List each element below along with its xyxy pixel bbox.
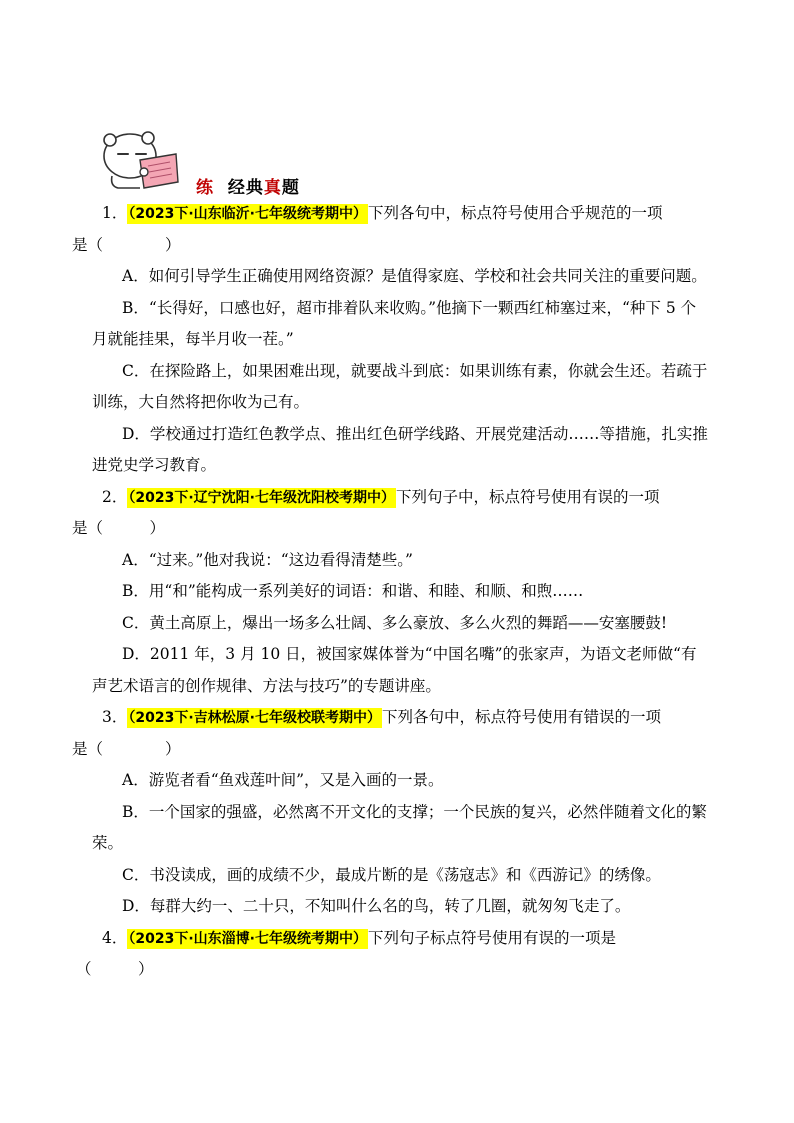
question-number: 4． bbox=[102, 928, 128, 947]
reading-bear-icon bbox=[100, 128, 180, 192]
option-a: A．“过来。”他对我说：“这边看得清楚些。” bbox=[122, 550, 413, 569]
answer-blank: 是（ ） bbox=[72, 739, 181, 758]
option-b: B．“长得好，口感也好，超市排着队来收购。”他摘下一颗西红柿塞过来，“种下 5 个 bbox=[122, 298, 697, 317]
question-list bbox=[72, 198, 722, 986]
option-a: A．如何引导学生正确使用网络资源？是值得家庭、学校和社会共同关注的重要问题。 bbox=[122, 267, 707, 285]
option-a: A．游览者看“鱼戏莲叶间”，又是入画的一景。 bbox=[122, 771, 444, 789]
question-number: 1． bbox=[102, 204, 128, 222]
answer-blank: 是（ ） bbox=[72, 235, 181, 254]
question-2 bbox=[72, 482, 722, 703]
question-3 bbox=[72, 702, 722, 923]
option-d: D．学校通过打造红色教学点、推出红色研学线路、开展党建活动……等措施，扎实推 bbox=[122, 424, 708, 443]
option-b-cont: 月就能挂果，每半月收一茬。” bbox=[92, 330, 294, 348]
option-c: C．书没读成，画的成绩不少，最成片断的是《荡寇志》和《西游记》的绣像。 bbox=[122, 865, 661, 884]
section-title: 练 经典真题 bbox=[196, 178, 300, 198]
answer-blank: 是（ ） bbox=[72, 519, 166, 537]
question-stem: 下列各句中，标点符号使用合乎规范的一项 bbox=[367, 204, 663, 222]
question-number: 3． bbox=[102, 708, 128, 726]
option-c: C．在探险路上，如果困难出现，就要战斗到底：如果训练有素，你就会生还。若疏于 bbox=[122, 361, 708, 380]
option-b-cont: 荣。 bbox=[92, 834, 124, 852]
question-number: 2． bbox=[102, 487, 128, 506]
option-c: C．黄土高原上，爆出一场多么壮阔、多么豪放、多么火烈的舞蹈——安塞腰鼓! bbox=[122, 613, 668, 632]
answer-blank: （ ） bbox=[76, 960, 154, 978]
option-d: D．每群大约一、二十只，不知叫什么名的鸟，转了几圈，就匆匆飞走了。 bbox=[122, 897, 631, 915]
question-source: （2023下·吉林松原·七年级校联考期中） bbox=[128, 710, 381, 726]
option-d-cont: 进党史学习教育。 bbox=[92, 456, 217, 474]
section-header bbox=[100, 128, 340, 198]
question-source: （2023下·辽宁沈阳·七年级沈阳校考期中） bbox=[128, 489, 395, 506]
question-source: （2023下·山东淄博·七年级统考期中） bbox=[128, 930, 367, 947]
option-d-cont: 声艺术语言的创作规律、方法与技巧”的专题讲座。 bbox=[92, 676, 441, 695]
option-b: B．一个国家的强盛，必然离不开文化的支撑；一个民族的复兴，必然伴随着文化的繁 bbox=[122, 802, 707, 821]
question-1 bbox=[72, 198, 722, 482]
question-source: （2023下·山东临沂·七年级统考期中） bbox=[128, 206, 367, 222]
question-stem: 下列各句中，标点符号使用有错误的一项 bbox=[381, 708, 661, 726]
question-stem: 下列句子中，标点符号使用有误的一项 bbox=[395, 487, 660, 506]
question-stem: 下列句子标点符号使用有误的一项是 bbox=[367, 928, 616, 947]
option-d: D．2011 年，3 月 10 日，被国家媒体誉为“中国名嘴”的张家声，为语文老师做“有 bbox=[122, 645, 697, 663]
option-b: B．用“和”能构成一系列美好的词语：和谐、和睦、和顺、和煦…… bbox=[122, 582, 584, 600]
option-c-cont: 训练，大自然将把你收为己有。 bbox=[92, 393, 310, 411]
question-4 bbox=[72, 923, 722, 986]
